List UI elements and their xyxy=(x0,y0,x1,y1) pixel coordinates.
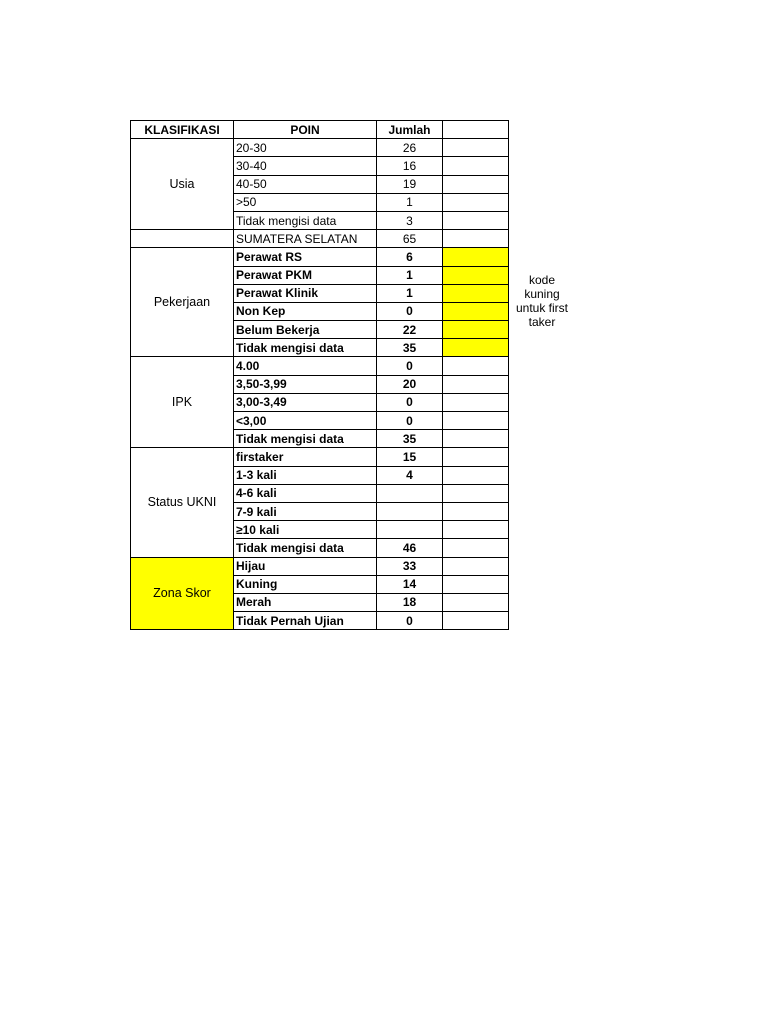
jumlah-cell: 26 xyxy=(377,139,443,157)
poin-cell: 40-50 xyxy=(234,175,377,193)
poin-cell: 7-9 kali xyxy=(234,502,377,520)
jumlah-cell: 1 xyxy=(377,193,443,211)
header-klasifikasi: KLASIFIKASI xyxy=(131,121,234,139)
yellow-marker-cell xyxy=(443,321,509,339)
jumlah-cell: 14 xyxy=(377,575,443,593)
table-row xyxy=(131,248,509,266)
jumlah-cell: 65 xyxy=(377,230,443,248)
yellow-marker-cell xyxy=(443,284,509,302)
empty-cell xyxy=(443,430,509,448)
poin-cell: ≥10 kali xyxy=(234,521,377,539)
empty-cell xyxy=(443,211,509,229)
category-cell: Usia xyxy=(131,139,234,230)
empty-cell xyxy=(443,593,509,611)
jumlah-cell: 0 xyxy=(377,412,443,430)
poin-cell: Perawat RS xyxy=(234,248,377,266)
empty-cell xyxy=(443,375,509,393)
jumlah-cell: 1 xyxy=(377,284,443,302)
empty-cell xyxy=(443,612,509,630)
poin-cell: Tidak mengisi data xyxy=(234,339,377,357)
header-row xyxy=(131,121,509,139)
yellow-code-note: kode kuning untuk first taker xyxy=(515,273,569,329)
empty-cell xyxy=(443,575,509,593)
header-poin: POIN xyxy=(234,121,377,139)
category-cell: Zona Skor xyxy=(131,557,234,630)
jumlah-cell: 0 xyxy=(377,302,443,320)
poin-cell: Perawat Klinik xyxy=(234,284,377,302)
category-cell: Status UKNI xyxy=(131,448,234,557)
empty-cell xyxy=(443,448,509,466)
poin-cell: Belum Bekerja xyxy=(234,321,377,339)
empty-cell xyxy=(443,139,509,157)
jumlah-cell: 18 xyxy=(377,593,443,611)
poin-cell: <3,00 xyxy=(234,412,377,430)
empty-cell xyxy=(443,193,509,211)
yellow-marker-cell xyxy=(443,339,509,357)
jumlah-cell xyxy=(377,502,443,520)
table-row xyxy=(131,448,509,466)
poin-cell: Merah xyxy=(234,593,377,611)
jumlah-cell: 16 xyxy=(377,157,443,175)
poin-cell: Tidak mengisi data xyxy=(234,211,377,229)
poin-cell: Non Kep xyxy=(234,302,377,320)
empty-cell xyxy=(443,539,509,557)
jumlah-cell: 1 xyxy=(377,266,443,284)
jumlah-cell: 35 xyxy=(377,339,443,357)
klasifikasi-table xyxy=(130,120,509,630)
table-row xyxy=(131,557,509,575)
jumlah-cell xyxy=(377,484,443,502)
yellow-marker-cell xyxy=(443,248,509,266)
jumlah-cell: 20 xyxy=(377,375,443,393)
poin-cell: 1-3 kali xyxy=(234,466,377,484)
jumlah-cell: 33 xyxy=(377,557,443,575)
empty-cell xyxy=(443,502,509,520)
poin-cell: Tidak mengisi data xyxy=(234,539,377,557)
jumlah-cell: 0 xyxy=(377,357,443,375)
jumlah-cell: 15 xyxy=(377,448,443,466)
poin-cell: >50 xyxy=(234,193,377,211)
empty-cell xyxy=(443,557,509,575)
poin-cell: Hijau xyxy=(234,557,377,575)
empty-cell xyxy=(443,357,509,375)
poin-cell: 3,50-3,99 xyxy=(234,375,377,393)
category-cell: Pekerjaan xyxy=(131,248,234,357)
poin-cell: Tidak Pernah Ujian xyxy=(234,612,377,630)
table-row xyxy=(131,357,509,375)
jumlah-cell xyxy=(377,521,443,539)
yellow-marker-cell xyxy=(443,266,509,284)
empty-cell xyxy=(443,157,509,175)
empty-cell xyxy=(443,466,509,484)
poin-cell: Tidak mengisi data xyxy=(234,430,377,448)
poin-cell: firstaker xyxy=(234,448,377,466)
poin-cell: Perawat PKM xyxy=(234,266,377,284)
jumlah-cell: 19 xyxy=(377,175,443,193)
poin-cell: 3,00-3,49 xyxy=(234,393,377,411)
header-jumlah: Jumlah xyxy=(377,121,443,139)
jumlah-cell: 35 xyxy=(377,430,443,448)
jumlah-cell: 3 xyxy=(377,211,443,229)
header-blank xyxy=(443,121,509,139)
empty-cell xyxy=(443,230,509,248)
poin-cell: 4-6 kali xyxy=(234,484,377,502)
empty-cell xyxy=(443,412,509,430)
empty-cell xyxy=(443,175,509,193)
table-row xyxy=(131,139,509,157)
empty-cell xyxy=(443,393,509,411)
poin-cell: SUMATERA SELATAN xyxy=(234,230,377,248)
poin-cell: 30-40 xyxy=(234,157,377,175)
jumlah-cell: 4 xyxy=(377,466,443,484)
jumlah-cell: 6 xyxy=(377,248,443,266)
empty-cell xyxy=(443,521,509,539)
category-cell: IPK xyxy=(131,357,234,448)
table-body xyxy=(131,139,509,630)
empty-cell xyxy=(443,484,509,502)
category-cell xyxy=(131,230,234,248)
jumlah-cell: 0 xyxy=(377,612,443,630)
jumlah-cell: 22 xyxy=(377,321,443,339)
table-row xyxy=(131,230,509,248)
yellow-marker-cell xyxy=(443,302,509,320)
poin-cell: 20-30 xyxy=(234,139,377,157)
jumlah-cell: 46 xyxy=(377,539,443,557)
jumlah-cell: 0 xyxy=(377,393,443,411)
poin-cell: Kuning xyxy=(234,575,377,593)
poin-cell: 4.00 xyxy=(234,357,377,375)
